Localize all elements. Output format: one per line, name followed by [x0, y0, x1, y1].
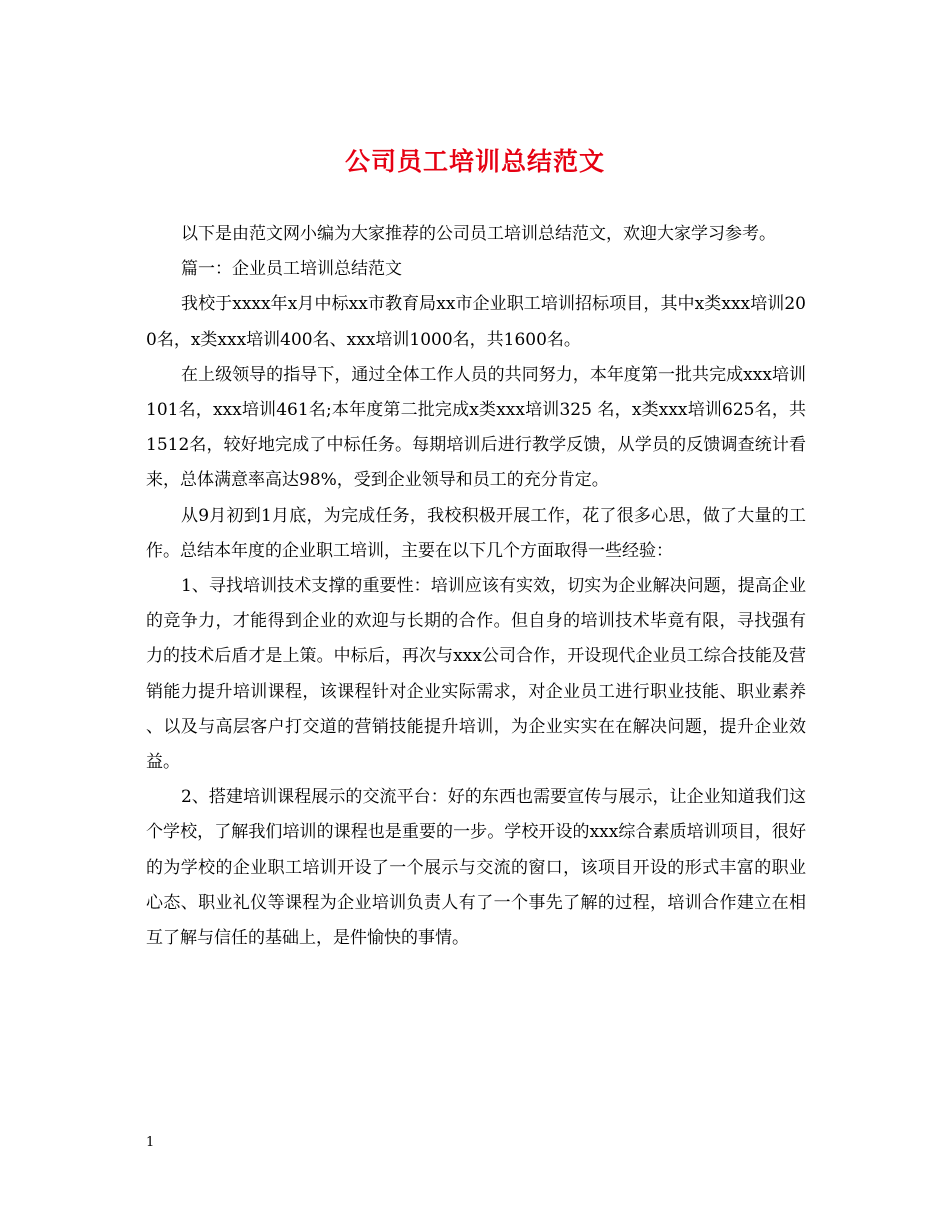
document-title: 公司员工培训总结范文	[344, 147, 605, 176]
paragraph-bid-project: 我校于xxxx年x月中标xx市教育局xx市企业职工培训招标项目，其中x类xxx培训200名，x类xxx培训400名、xxx培训1000名，共1600名。	[146, 294, 806, 350]
page-number: 1	[146, 1135, 155, 1150]
paragraph-section-heading: 篇一：企业员工培训总结范文	[181, 259, 402, 280]
paragraph-intro: 以下是由范文网小编为大家推荐的公司员工培训总结范文，欢迎大家学习参考。	[181, 224, 776, 244]
document-body	[146, 217, 806, 956]
paragraph-completion: 在上级领导的指导下，通过全体工作人员的共同努力，本年度第一批共完成xxx培训101名，xxx培训461名;本年度第二批完成x类xxx培训325 名，x类xxx培训625名，共1512名，较好地完成了中标任务。每期培训后进行教学反馈，从学员的反馈调查统计看来，总体满意率高达98%，受到企业领导和员工的充分肯定。	[146, 364, 806, 491]
paragraph-experience-2: 2、搭建培训课程展示的交流平台：好的东西也需要宣传与展示，让企业知道我们这个学校，了解我们培训的课程也是重要的一步。学校开设的xxx综合素质培训项目，很好的为学校的企业职工培训开设了一个展示与交流的窗口，该项目开设的形式丰富的职业心态、职业礼仪等课程为企业培训负责人有了一个事先了解的过程，培训合作建立在相互了解与信任的基础上，是件愉快的事情。	[146, 787, 806, 949]
paragraph-experience-1: 1、寻找培训技术支撑的重要性：培训应该有实效，切实为企业解决问题，提高企业的竞争力，才能得到企业的欢迎与长期的合作。但自身的培训技术毕竟有限，寻找强有力的技术后盾才是上策。中标后，再次与xxx公司合作，开设现代企业员工综合技能及营销能力提升培训课程，该课程针对企业实际需求，对企业员工进行职业技能、职业素养、以及与高层客户打交道的营销技能提升培训，为企业实实在在解决问题，提升企业效益。	[146, 576, 806, 773]
paragraph-summary: 从9月初到1月底，为完成任务，我校积极开展工作，花了很多心思，做了大量的工作。总结本年度的企业职工培训，主要在以下几个方面取得一些经验：	[146, 505, 806, 561]
